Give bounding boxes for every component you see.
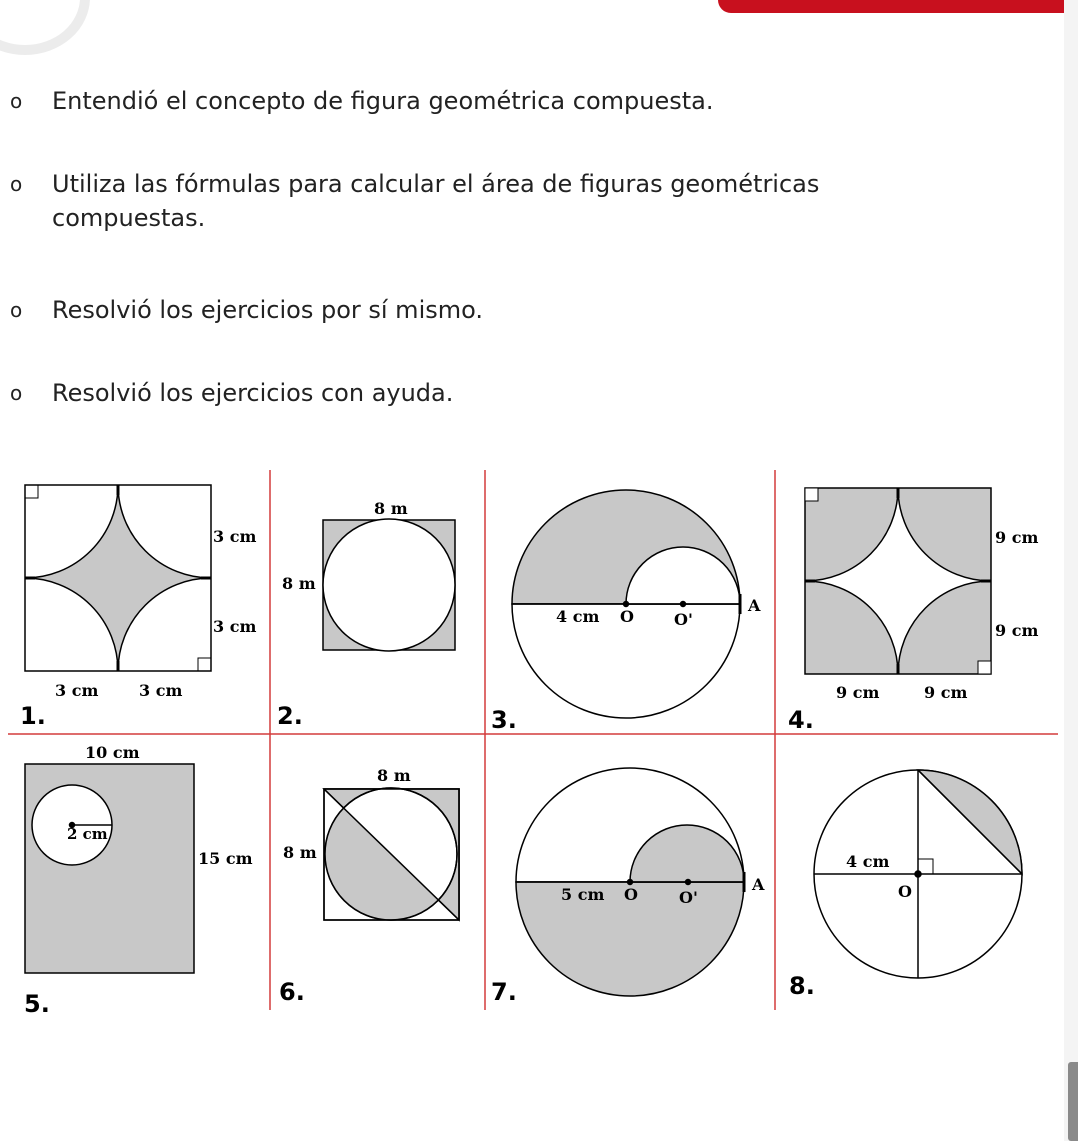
f7-center: O — [624, 885, 638, 904]
f5-radius: 2 cm — [67, 825, 108, 843]
checklist-item — [10, 167, 912, 235]
f7-point: A — [752, 875, 765, 894]
bullet-marker: o — [10, 172, 23, 196]
checklist-item — [10, 376, 932, 410]
f6-top: 8 m — [377, 766, 411, 785]
f4-side-bottom: 9 cm — [995, 621, 1039, 640]
figure-1 — [25, 485, 211, 671]
checklist-text: Resolvió los ejercicios con ayuda. — [52, 379, 454, 407]
f8-center: O — [898, 882, 912, 901]
figure-5 — [25, 764, 194, 973]
f1-bottom-right: 3 cm — [139, 681, 183, 700]
scrollbar-thumb[interactable] — [1068, 1062, 1078, 1141]
bullet-marker: o — [10, 381, 23, 405]
f1-side-bottom: 3 cm — [213, 617, 257, 636]
figure-number-7: 7. — [491, 978, 517, 1006]
exercise-figures — [0, 465, 1060, 1025]
f3-radius: 4 cm — [556, 607, 600, 626]
f2-left: 8 m — [282, 574, 316, 593]
f8-radius: 4 cm — [846, 852, 890, 871]
f4-bottom-right: 9 cm — [924, 683, 968, 702]
figure-number-8: 8. — [789, 972, 815, 1000]
checklist-text: Entendió el concepto de figura geométrica compuesta. — [52, 87, 714, 115]
f2-top: 8 m — [374, 499, 408, 518]
f1-side-top: 3 cm — [213, 527, 257, 546]
figure-6 — [300, 765, 480, 940]
figure-3 — [512, 490, 740, 718]
f4-side-top: 9 cm — [995, 528, 1039, 547]
scrollbar-track[interactable] — [1064, 0, 1078, 1141]
figure-number-4: 4. — [788, 706, 814, 734]
f7-radius: 5 cm — [561, 885, 605, 904]
figure-number-2: 2. — [277, 702, 303, 730]
checklist-text: Resolvió los ejercicios por sí mismo. — [52, 296, 484, 324]
figure-7 — [516, 768, 744, 996]
figure-4 — [805, 488, 991, 674]
figure-number-6: 6. — [279, 978, 305, 1006]
corner-decoration — [0, 0, 90, 55]
f3-center2: O' — [674, 610, 693, 629]
f7-center2: O' — [679, 888, 698, 907]
brand-bar — [718, 0, 1078, 13]
f5-width: 10 cm — [85, 743, 140, 762]
f3-center: O — [620, 607, 634, 626]
checklist-item — [10, 293, 932, 327]
f6-left: 8 m — [283, 843, 317, 862]
f5-height: 15 cm — [198, 849, 253, 868]
bullet-marker: o — [10, 298, 23, 322]
figure-2 — [323, 519, 455, 651]
bullet-marker: o — [10, 89, 23, 113]
f3-point: A — [748, 596, 761, 615]
figure-number-5: 5. — [24, 990, 50, 1018]
f4-bottom-left: 9 cm — [836, 683, 880, 702]
figure-8 — [814, 770, 1022, 978]
figure-number-3: 3. — [491, 706, 517, 734]
checklist-item — [10, 84, 932, 118]
figure-number-1: 1. — [20, 702, 46, 730]
f1-bottom-left: 3 cm — [55, 681, 99, 700]
checklist-text: Utiliza las fórmulas para calcular el área de figuras geométricas compuestas. — [52, 170, 820, 232]
